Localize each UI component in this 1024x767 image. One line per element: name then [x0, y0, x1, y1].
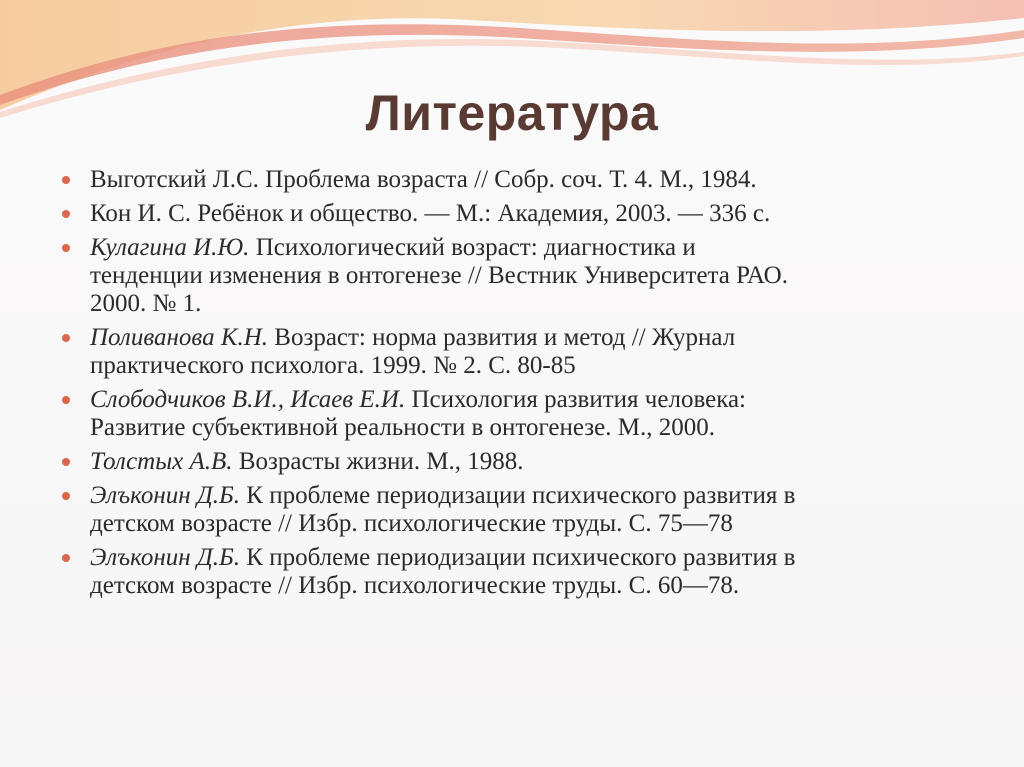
bullet-icon [62, 458, 70, 466]
reference-author: Толстых А.В. [90, 448, 233, 475]
reference-author: Кулагина И.Ю. [90, 234, 250, 261]
reference-line: практического психолога. 1999. № 2. С. 80-85 [90, 352, 576, 379]
reference-item [62, 448, 962, 476]
reference-line [90, 234, 962, 262]
bullet-icon [62, 334, 70, 342]
reference-item [62, 544, 962, 600]
reference-line: Развитие субъективной реальности в онтогенезе. М., 2000. [90, 414, 715, 441]
bullet-icon [62, 244, 70, 252]
reference-item [62, 166, 962, 194]
reference-text: Возрасты жизни. М., 1988. [232, 448, 524, 475]
reference-author: Слободчиков В.И., Исаев Е.И. [90, 386, 406, 413]
reference-list [62, 166, 962, 606]
reference-line: тенденции изменения в онтогенезе // Вестник Университета РАО. [90, 262, 788, 289]
reference-item [62, 234, 962, 318]
bullet-icon [62, 396, 70, 404]
reference-item [62, 386, 962, 442]
reference-text: Психологический возраст: диагностика и [249, 234, 696, 261]
reference-line: 2000. № 1. [90, 290, 202, 317]
reference-item [62, 324, 962, 380]
reference-text: Кон И. С. Ребёнок и общество. — М.: Академия, 2003. — 336 с. [90, 200, 771, 227]
reference-line: детском возрасте // Избр. психологические труды. С. 75—78 [90, 510, 733, 537]
bullet-icon [62, 176, 70, 184]
reference-item [62, 200, 962, 228]
reference-text: Психология развития человека: [405, 386, 747, 413]
reference-line [90, 386, 962, 414]
bullet-icon [62, 492, 70, 500]
reference-line [90, 324, 962, 352]
reference-text: К проблеме периодизации психического развития в [240, 482, 796, 509]
reference-author: Поливанова К.Н. [90, 324, 269, 351]
slide-title: Литература [365, 85, 659, 141]
reference-line: детском возрасте // Избр. психологические труды. С. 60—78. [90, 572, 740, 599]
reference-text: К проблеме периодизации психического развития в [240, 544, 796, 571]
reference-line [90, 544, 962, 572]
reference-line [90, 482, 962, 510]
reference-text: Выготский Л.С. Проблема возраста // Собр. соч. Т. 4. М., 1984. [90, 166, 757, 193]
reference-text: Возраст: норма развития и метод // Журнал [268, 324, 736, 351]
reference-author: Элъконин Д.Б. [90, 544, 241, 571]
reference-item [62, 482, 962, 538]
reference-author: Элъконин Д.Б. [90, 482, 241, 509]
bullet-icon [62, 554, 70, 562]
bullet-icon [62, 210, 70, 218]
